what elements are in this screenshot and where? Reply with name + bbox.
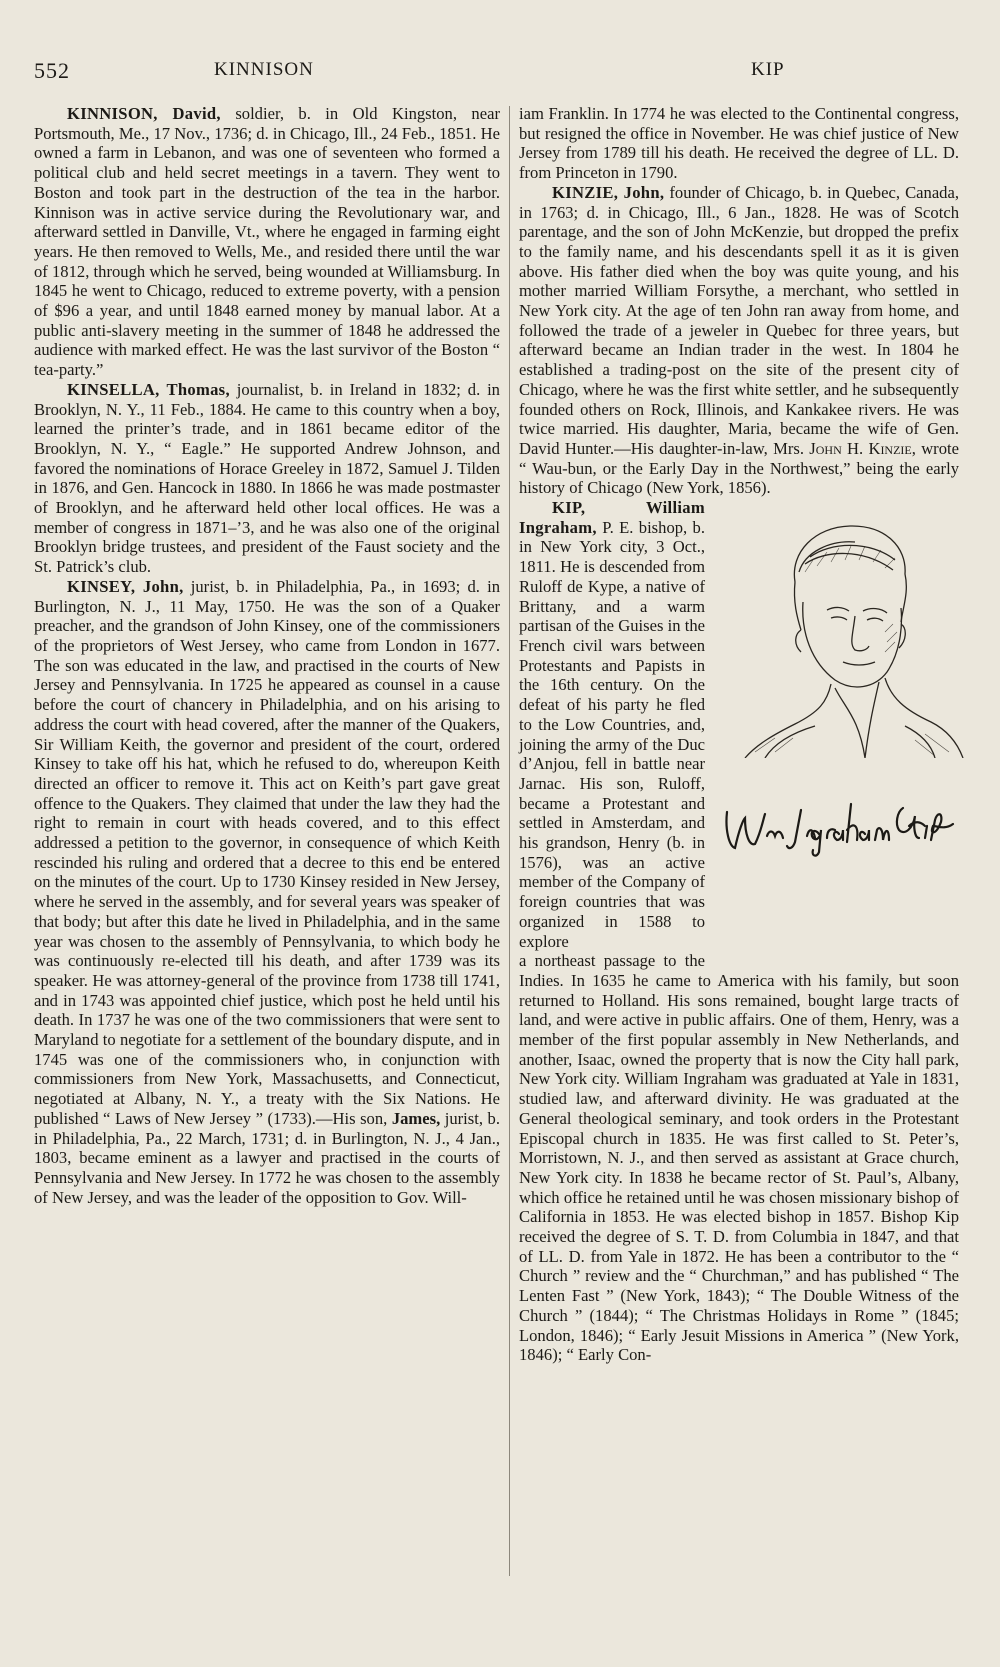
entry-text: wrote “ Wau-bun, or the Early Day in the Northwest,” being the early history of Chicago (New York, 1856). bbox=[519, 438, 959, 498]
entry-kip bbox=[519, 498, 959, 951]
column-divider bbox=[509, 106, 510, 1576]
entry-kinnison bbox=[34, 104, 500, 380]
running-header bbox=[34, 56, 964, 86]
entry-kinsella bbox=[34, 380, 500, 577]
kip-illustration bbox=[713, 500, 959, 952]
headword: KINSELLA, Thomas, bbox=[67, 379, 230, 399]
entry-text: founder of Chicago, b. in Quebec, Canada, in 1763; d. in Chicago, Ill., 6 Jan., 1828. He was of Scotch parentage, and the son of John McKenzie, but dropped the prefix to the family name, and his descendants spell it as it is given above. His father died when the boy was quite young, and his mother married William Forsythe, a merchant, who settled in New York city. At the age of ten John ran away from home, and followed the trade of a jeweler in Quebec for three years, but afterward became an Indian trader in the west. In 1804 he established a trading-post on the site of the present city of Chicago, where he was the first white settler, and he subsequently founded others on Rock, Illinois, and Kankakee rivers. He was twice married. His daughter, Maria, became the wife of Gen. David Hunter.—His daughter-in-law, Mrs. bbox=[519, 182, 959, 458]
entry-kip-continued: a northeast passage to the Indies. In 1635 he came to America with his family, but soon returned to Holland. His sons remained, bought large tracts of land, and were active in public affairs. One of them, Henry, was a member of the first popular assembly in New Netherlands, and another, Isaac, owned the property that is now the City hall park, New York city. William Ingraham was graduated at Yale in 1831, studied law, and afterward divinity. He was graduated at the General theological seminary, and took orders in the Protestant Episcopal church in 1835. He was first called to St. Peter’s, Morristown, N. J., and then served as assistant at Grace church, New York city. In 1838 he became rector of St. Paul’s, Albany, which office he retained until he was chosen missionary bishop of California in 1853. He was elected bishop in 1857. Bishop Kip received the degree of S. T. D. from Columbia in 1847, and that of LL. D. from Yale in 1872. He has been a contributor to the “ Church ” review and the “ Churchman,” and has published “ The Lenten Fast ” (New York, 1843); “ The Double Witness of the Church ” (1844); “ The Christmas Holidays in Rome ” (1845; London, 1846); “ Early Jesuit Missions in America ” (New York, 1846); “ Early Con- bbox=[519, 951, 959, 1365]
entry-kinsey bbox=[34, 577, 500, 1208]
headword: KINNISON, David, bbox=[67, 104, 221, 123]
left-column bbox=[34, 104, 500, 1207]
entry-text: jurist, b. in Philadelphia, Pa., in 1693; d. in Burlington, N. J., 11 May, 1750. He was the son of a Quaker preacher, and the grandson of John Kinsey, one of the commissioners of the proprietors of West Jersey, who came from London in 1677. The son was educated in the law, and practised in the courts of New Jersey and Pennsylvania. In 1725 he appeared as counsel in a cause before the court of chancery in Philadelphia, and on his arising to address the court with head covered, after the manner of the Quakers, Sir William Keith, the governor and president of the court, ordered Kinsey to take off his hat, which he refused to do, whereupon Keith directed an officer to remove it. This act on Keith’s part gave great offence to the Quakers. They claimed that under the law they had the right to remain in court with heads covered, and to this effect addressed a petition to the governor, in consequence of which Keith rescinded his ruling and ordered that a decree to this end be entered on the minutes of the court. Up to 1730 Kinsey resided in New Jersey, where he served in the assembly, and for several years was speaker of that body; but after this date he lived in Philadelphia, and in the same year was chosen to the assembly of Pennsylvania, to which body he was continuously re-elected till his death, and after 1739 was its speaker. He was attorney-general of the province from 1738 till 1741, and in 1743 was appointed chief justice, which post he held until his death. In 1737 he was one of the two commissioners that were sent to Maryland to negotiate for a settlement of the boundary dispute, and in 1745 was one of the commissioners who, in conjunction with commissioners from New York, Massachusetts, and Connecticut, negotiated at Albany, N. Y., a treaty with the Six Nations. He published “ Laws of New Jersey ” (1733).—His son, bbox=[34, 576, 500, 1128]
entry-kinzie bbox=[519, 183, 959, 498]
entry-kinsey-continued: iam Franklin. In 1774 he was elected to the Continental congress, but resigned the office in November. He was chief justice of New Jersey from 1789 till his death. He received the degree of LL. D. from Princeton in 1790. bbox=[519, 104, 959, 183]
entry-text: journalist, b. in Ireland in 1832; d. in Brooklyn, N. Y., 11 Feb., 1884. He came to this country when a boy, learned the printer’s trade, and in 1861 became editor of the Brooklyn, N. Y., “ Eagle.” He supported Andrew Johnson, and favored the nominations of Horace Greeley in 1872, Samuel J. Tilden in 1876, and Gen. Hancock in 1880. In 1866 he was made postmaster of Brooklyn, and he afterward held other local offices. He was a member of congress in 1871–’3, and he was also one of the original Brooklyn bridge trustees, and president of the Faust society and the St. Patrick’s club. bbox=[34, 379, 500, 577]
right-running-head: KIP bbox=[751, 59, 785, 80]
sub-name: James, bbox=[391, 1108, 441, 1128]
sub-name: John H. Kinzie, bbox=[809, 438, 916, 458]
headword: KINSEY, John, bbox=[67, 576, 184, 596]
entry-text: soldier, b. in Old Kingston, near Portsmouth, Me., 17 Nov., 1736; d. in Chicago, Ill., 24 Feb., 1851. He owned a farm in Lebanon, and was one of seventeen who formed a political club and held secret meetings in a tavern. They went to Boston and took part in the destruction of the tea in the harbor. Kinnison was in active service during the Revolutionary war, and afterward settled in Danville, Vt., where he engaged in farming eight years. He then removed to Wells, Me., and resided there until the war of 1812, through which he served, being wounded at Williamsburg. In 1845 he went to Chicago, reduced to extreme poverty, with a pension of $96 a year, and until 1848 earned money by manual labor. At a public anti-slavery meeting in the summer of 1848 he addressed the audience with marked effect. He was the last survivor of the Boston “ tea-party.” bbox=[34, 104, 500, 380]
right-column bbox=[519, 104, 959, 1365]
signature-image bbox=[719, 790, 959, 860]
headword: KINZIE, John, bbox=[552, 182, 665, 202]
portrait-engraving bbox=[735, 512, 965, 758]
page-number: 552 bbox=[34, 58, 70, 83]
entry-text: jurist, b. in Philadelphia, Pa., 22 March, 1731; d. in Burlington, N. J., 4 Jan., 1803, became eminent as a lawyer and practised in the courts of Pennsylvania and New Jersey. In 1772 he was chosen to the assembly of New Jersey, and was the leader of the opposition to Gov. Will- bbox=[34, 1108, 500, 1207]
left-running-head: KINNISON bbox=[214, 59, 314, 80]
headword: KIP, William Ingraham, bbox=[519, 498, 705, 537]
entry-text: P. E. bishop, b. in New York city, 3 Oct., 1811. He is descended from Ruloff de Kype, a native of Brittany, and a warm partisan of the Guises in the French civil wars between Protestants and Papists in the 16th century. On the defeat of his party he fled to the Low Countries, and, joining the army of the Duc d’Anjou, fell in battle near Jarnac. His son, Ruloff, became a Protestant and settled in Amsterdam, and his grandson, Henry (b. in 1576), was an active member of the Company of foreign countries that was organized in 1588 to explore bbox=[519, 517, 705, 951]
